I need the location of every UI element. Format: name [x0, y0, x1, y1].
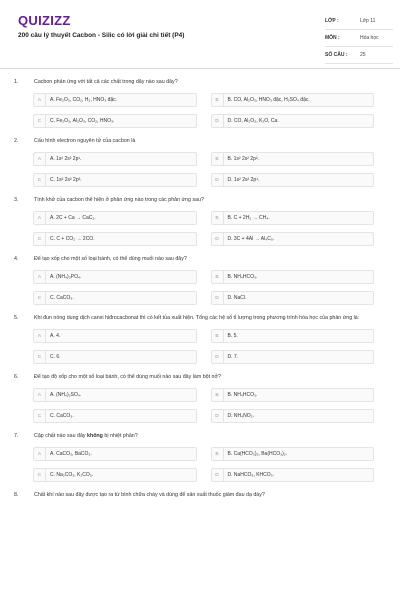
answer-option-b[interactable]: [211, 211, 375, 225]
option-text: A. (NH₄)₂SO₄.: [50, 392, 82, 398]
meta-key: LỚP :: [325, 18, 339, 24]
option-letter: B: [212, 212, 224, 224]
option-text: C. Na₂CO₃, K₂CO₃.: [50, 472, 94, 478]
option-text: B. C + 2H₂ → CH₄.: [227, 215, 270, 221]
answer-option-a[interactable]: [33, 329, 197, 343]
option-letter: A: [34, 94, 46, 106]
answer-option-d[interactable]: [211, 232, 375, 246]
answer-option-b[interactable]: [211, 152, 375, 166]
question-3: [0, 196, 400, 246]
answer-option-d[interactable]: [211, 468, 375, 482]
worksheet-title: 200 câu lý thuyết Cacbon - Silic có lời giải chi tiết (P4): [18, 32, 185, 39]
meta-row-class: [325, 13, 393, 30]
answer-options: [0, 211, 400, 246]
question-text: Để tạo xốp cho một số loại bánh, có thể dùng muối nào sau đây?: [34, 256, 187, 262]
option-letter: C: [34, 115, 46, 127]
option-letter: C: [34, 410, 46, 422]
answer-option-a[interactable]: [33, 211, 197, 225]
option-text: D. 3C + 4Al → Al₄C₃.: [227, 236, 275, 242]
meta-row-count: [325, 47, 393, 64]
option-text: C. CaCO₃.: [50, 295, 74, 301]
option-text: B. CO, Al₂O₃, HNO₃ đặc, H₂SO₄ đặc.: [227, 97, 310, 103]
option-letter: D: [212, 174, 224, 186]
question-6: [0, 373, 400, 423]
answer-option-c[interactable]: [33, 350, 197, 364]
option-letter: C: [34, 174, 46, 186]
option-text: D. NaCl.: [227, 295, 247, 301]
option-text: C. 6.: [50, 354, 61, 360]
answer-options: [0, 270, 400, 305]
answer-option-a[interactable]: [33, 388, 197, 402]
option-text: B. NH₄HCO₃.: [227, 392, 258, 398]
worksheet-meta: [325, 13, 393, 64]
answer-option-d[interactable]: [211, 291, 375, 305]
meta-row-subject: [325, 30, 393, 47]
option-letter: B: [212, 94, 224, 106]
option-letter: C: [34, 469, 46, 481]
option-letter: A: [34, 448, 46, 460]
answer-option-d[interactable]: [211, 350, 375, 364]
question-4: [0, 255, 400, 305]
answer-option-d[interactable]: [211, 114, 375, 128]
question-number: 4.: [14, 256, 19, 262]
answer-option-c[interactable]: [33, 409, 197, 423]
option-text: A. 4.: [50, 333, 61, 339]
question-2: [0, 137, 400, 187]
option-letter: A: [34, 389, 46, 401]
answer-options: [0, 93, 400, 128]
option-text: D. 7.: [227, 354, 239, 360]
question-number: 2.: [14, 138, 19, 144]
answer-option-b[interactable]: [211, 447, 375, 461]
question-list: [0, 78, 400, 508]
question-1: [0, 78, 400, 128]
question-5: [0, 314, 400, 364]
answer-option-b[interactable]: [211, 270, 375, 284]
question-number: 8.: [14, 492, 19, 498]
question-text: Cấu hình electron nguyên tử của cacbon là: [34, 138, 136, 144]
option-text: C. C + CO₂ → 2CO.: [50, 236, 95, 242]
question-7: [0, 432, 400, 482]
option-letter: B: [212, 389, 224, 401]
answer-option-c[interactable]: [33, 173, 197, 187]
meta-key: MÔN :: [325, 35, 340, 41]
option-text: D. NH₄NO₂.: [227, 413, 254, 419]
meta-key: SỐ CÂU :: [325, 52, 348, 58]
option-text: D. NaHCO₃, KHCO₃.: [227, 472, 275, 478]
question-text: Tính khử của cacbon thể hiện ở phản ứng nào trong các phản ứng sau?: [34, 197, 204, 203]
option-text: D. 1s² 2s² 2p⁴.: [227, 177, 260, 183]
answer-option-a[interactable]: [33, 152, 197, 166]
option-text: A. 2C + Ca → CaC₂.: [50, 215, 96, 221]
question-number: 3.: [14, 197, 19, 203]
answer-options: [0, 388, 400, 423]
answer-option-d[interactable]: [211, 409, 375, 423]
question-text-before: Cặp chất nào sau đây: [34, 433, 88, 439]
answer-option-a[interactable]: [33, 270, 197, 284]
question-8: [0, 491, 400, 499]
option-letter: C: [34, 292, 46, 304]
meta-value: 25: [360, 52, 366, 58]
question-text-emphasis: không: [87, 433, 103, 439]
option-text: A. Fe₂O₃, CO₂, H₂, HNO₃ đặc.: [50, 97, 118, 103]
question-number: 5.: [14, 315, 19, 321]
meta-value: Hóa học: [360, 35, 379, 41]
answer-option-c[interactable]: [33, 468, 197, 482]
question-text-after: bị nhiệt phân?: [102, 433, 138, 439]
answer-option-c[interactable]: [33, 232, 197, 246]
question-number: 7.: [14, 433, 19, 439]
question-text: Để tạo độ xốp cho một số loại bánh, có thể dùng muối nào sau đây làm bột nở?: [34, 374, 221, 380]
answer-options: [0, 152, 400, 187]
option-text: A. CaCO₃, BaCO₃.: [50, 451, 92, 457]
option-letter: D: [212, 115, 224, 127]
option-letter: D: [212, 410, 224, 422]
option-letter: C: [34, 351, 46, 363]
answer-option-b[interactable]: [211, 329, 375, 343]
option-letter: C: [34, 233, 46, 245]
answer-option-b[interactable]: [211, 93, 375, 107]
option-text: A. 1s² 2s² 2p¹.: [50, 156, 82, 162]
answer-option-a[interactable]: [33, 447, 197, 461]
worksheet-header: [0, 0, 400, 69]
option-letter: B: [212, 330, 224, 342]
question-text: Cacbon phản ứng với tất cả các chất trong dãy nào sau đây?: [34, 79, 178, 85]
option-letter: A: [34, 330, 46, 342]
option-text: B. 5.: [227, 333, 238, 339]
option-letter: A: [34, 271, 46, 283]
answer-options: [0, 447, 400, 482]
option-letter: B: [212, 153, 224, 165]
option-letter: A: [34, 212, 46, 224]
quizizz-logo: QUIZIZZ: [18, 13, 71, 28]
option-text: B. Ca(HCO₃)₂, Ba(HCO₃)₂.: [227, 451, 288, 457]
question-text: [34, 432, 380, 440]
answer-options: [0, 329, 400, 364]
answer-option-d[interactable]: [211, 173, 375, 187]
question-number: 1.: [14, 79, 19, 85]
option-letter: D: [212, 469, 224, 481]
option-letter: B: [212, 271, 224, 283]
option-text: C. CaCO₃.: [50, 413, 74, 419]
option-text: C. Fe₂O₃, Al₂O₃, CO₂, HNO₃.: [50, 118, 115, 124]
meta-value: Lớp 11: [360, 18, 376, 24]
question-number: 6.: [14, 374, 19, 380]
question-text: Chất khí nào sau đây được tạo ra từ bình chữa cháy và dùng để sản xuất thuốc giảm đau dạ dày?: [34, 492, 265, 498]
option-text: B. NH₄HCO₃.: [227, 274, 258, 280]
option-letter: A: [34, 153, 46, 165]
option-letter: B: [212, 448, 224, 460]
option-text: C. 1s² 2s² 2p³.: [50, 177, 82, 183]
option-text: A. (NH₄)₃PO₄.: [50, 274, 82, 280]
answer-option-c[interactable]: [33, 114, 197, 128]
option-letter: D: [212, 292, 224, 304]
option-text: B. 1s² 2s² 2p².: [227, 156, 259, 162]
answer-option-a[interactable]: [33, 93, 197, 107]
answer-option-c[interactable]: [33, 291, 197, 305]
option-letter: D: [212, 233, 224, 245]
option-text: D. CO, Al₂O₃, K₂O, Ca.: [227, 118, 279, 124]
question-text: Khi đun nóng dung dịch canxi hiđrocacbonat thì có kết tủa xuất hiện. Tổng các hệ số tỉ lượng trong phương trình hóa học của phản ứng là:: [34, 315, 360, 321]
option-letter: D: [212, 351, 224, 363]
answer-option-b[interactable]: [211, 388, 375, 402]
